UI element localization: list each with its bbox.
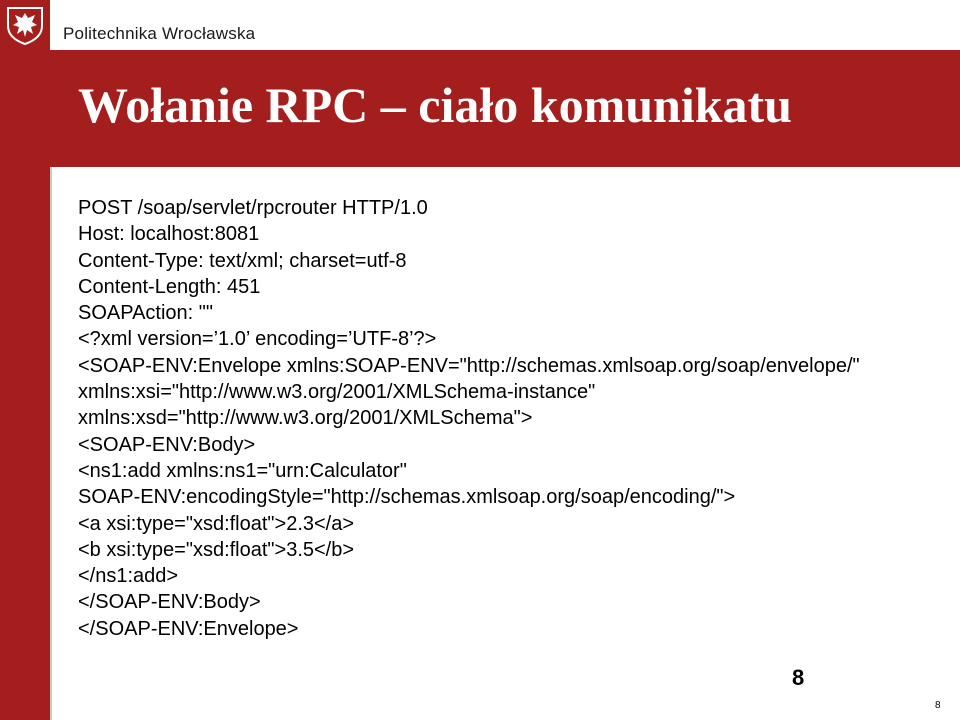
content-line: Host: localhost:8081 [78,223,260,246]
content-line: <?xml version=’1.0’ encoding=’UTF-8’?> [78,328,437,351]
page-number: 8 [792,665,805,690]
content-line: </ns1:add> [78,565,179,588]
content-line: Content-Type: text/xml; charset=utf-8 [78,249,407,272]
content-line: <a xsi:type="xsd:float">2.3</a> [78,512,355,535]
slide-title: Wołanie RPC – ciało komunikatu [78,77,792,133]
content-line: </SOAP-ENV:Envelope> [78,617,299,640]
content-line: <ns1:add xmlns:ns1="urn:Calculator" [78,459,407,482]
content-line: </SOAP-ENV:Body> [78,591,261,614]
slide-content [78,195,860,642]
content-line: POST /soap/servlet/rpcrouter HTTP/1.0 [78,197,428,219]
content-line: <SOAP-ENV:Envelope xmlns:SOAP-ENV="http://schemas.xmlsoap.org/soap/envelope/" [78,354,860,377]
vertical-divider [50,167,52,720]
content-line: SOAPAction: "" [78,302,213,325]
slide-number: 8 [935,700,941,711]
content-line: SOAP-ENV:encodingStyle="http://schemas.xmlsoap.org/soap/encoding/"> [78,486,736,509]
content-line: <SOAP-ENV:Body> [78,433,256,456]
content-line: xmlns:xsi="http://www.w3.org/2001/XMLSchema-instance" [78,381,596,404]
eagle-crest-icon [4,4,46,46]
university-name: Politechnika Wrocławska [63,24,256,43]
title-bar [50,50,960,167]
content-line: Content-Length: 451 [78,275,261,298]
content-line: <b xsi:type="xsd:float">3.5</b> [78,538,355,561]
left-brand-band [0,0,50,720]
content-line: xmlns:xsd="http://www.w3.org/2001/XMLSchema"> [78,407,533,430]
